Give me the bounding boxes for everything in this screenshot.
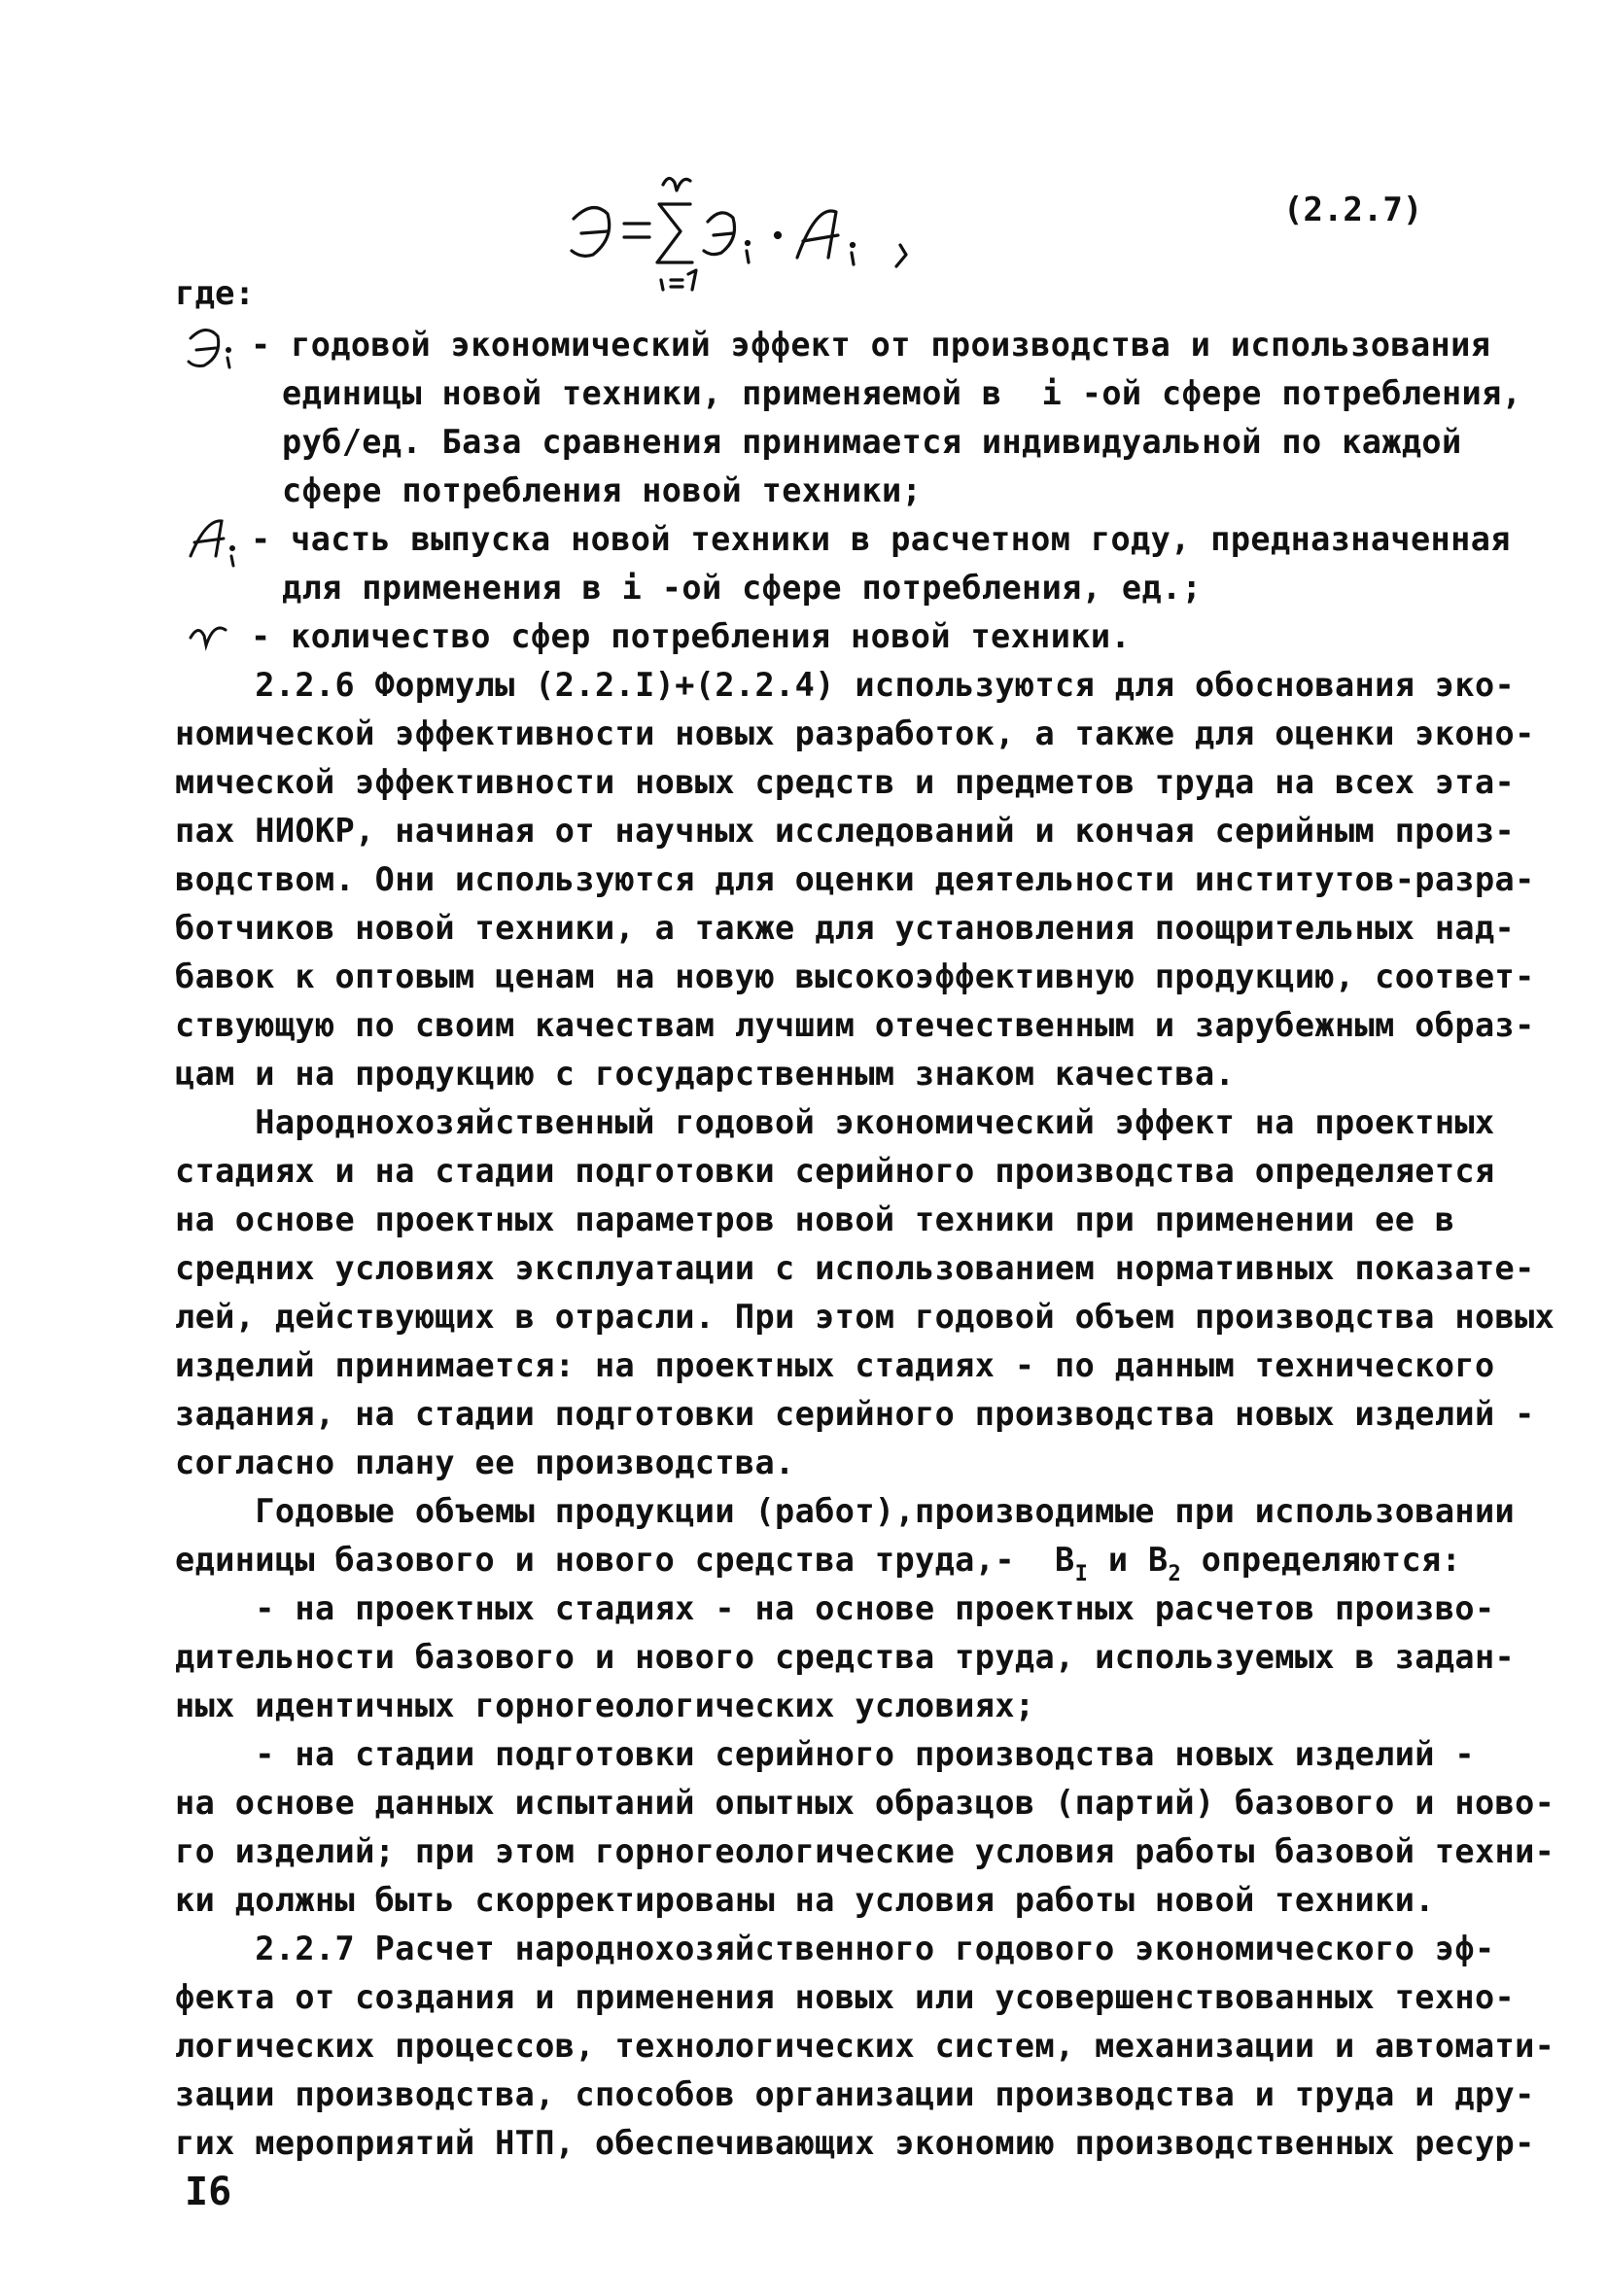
definition-e-i-line-1: - годовой экономический эффект от производства и использования: [251, 326, 1491, 364]
body-line: го изделий; при этом горногеологические условия работы базовой техни-: [175, 1832, 1555, 1870]
body-line: средних условиях эксплуатации с использованием нормативных показате-: [175, 1249, 1535, 1287]
body-line: ки должны быть скорректированы на условия работы новой техники.: [175, 1881, 1435, 1919]
definition-n-line-1: - количество сфер потребления новой техники.: [251, 617, 1132, 655]
body-line: номической эффективности новых разработок, а также для оценки эконо-: [175, 714, 1535, 752]
body-line: - на стадии подготовки серийного производства новых изделий -: [175, 1735, 1475, 1773]
body-line: пах НИОКР, начиная от научных исследований и кончая серийным произ-: [175, 812, 1516, 850]
where-label: где:: [175, 274, 255, 313]
formula-2-2-7: [554, 165, 962, 292]
equation-number: (2.2.7): [1283, 191, 1423, 229]
body-line: лей, действующих в отрасли. При этом годовой объем производства новых: [175, 1298, 1555, 1336]
body-line: стадиях и на стадии подготовки серийного производства определяется: [175, 1152, 1495, 1190]
body-line: логических процессов, технологических систем, механизации и автомати-: [175, 2027, 1555, 2065]
body-line-b-values: единицы базового и нового средства труда,- $B_I$ и $B_2$ определяются:: [175, 1541, 1462, 1586]
definition-a-i-line-1: - часть выпуска новой техники в расчетном году, предназначенная: [251, 520, 1511, 558]
body-line: бавок к оптовым ценам на новую высокоэффективную продукцию, соответ-: [175, 957, 1535, 995]
body-line: изделий принимается: на проектных стадиях - по данным технического: [175, 1346, 1495, 1384]
body-line: 2.2.7 Расчет народнохозяйственного годового экономического эф-: [175, 1930, 1495, 1967]
body-line: на основе проектных параметров новой техники при применении ее в: [175, 1200, 1455, 1238]
definition-e-i-line-3: руб/ед. База сравнения принимается индивидуальной по каждой: [282, 423, 1462, 461]
definition-e-i-line-4: сфере потребления новой техники;: [282, 471, 923, 509]
body-line: задания, на стадии подготовки серийного производства новых изделий -: [175, 1395, 1535, 1433]
page-number: I6: [185, 2170, 232, 2214]
formula-handwritten: [554, 165, 962, 292]
body-line: зации производства, способов организации производства и труда и дру-: [175, 2075, 1535, 2113]
body-line: дительности базового и нового средства труда, используемых в задан-: [175, 1638, 1516, 1676]
body-line: ствующую по своим качествам лучшим отечественным и зарубежным образ-: [175, 1006, 1535, 1044]
body-line: фекта от создания и применения новых или усовершенствованных техно-: [175, 1978, 1516, 2016]
body-line: ных идентичных горногеологических условиях;: [175, 1687, 1035, 1724]
definition-a-i-line-2: для применения в i -ой сфере потребления, ед.;: [282, 569, 1203, 607]
body-line: цам и на продукцию с государственным знаком качества.: [175, 1055, 1236, 1093]
body-line: - на проектных стадиях - на основе проектных расчетов произво-: [175, 1589, 1495, 1627]
body-line: Народнохозяйственный годовой экономический эффект на проектных: [175, 1103, 1495, 1141]
body-line: гих мероприятий НТП, обеспечивающих экономию производственных ресур-: [175, 2124, 1535, 2162]
body-line: ботчиков новой техники, а также для установления поощрительных над-: [175, 909, 1516, 947]
body-line: Годовые объемы продукции (работ),производимые при использовании: [175, 1492, 1516, 1530]
body-line: 2.2.6 Формулы (2.2.I)+(2.2.4) используются для обоснования эко-: [175, 666, 1516, 704]
body-line: водством. Они используются для оценки деятельности институтов-разра-: [175, 860, 1535, 898]
body-line: мической эффективности новых средств и предметов труда на всех эта-: [175, 763, 1516, 801]
definition-e-i-line-2: единицы новой техники, применяемой в i -ой сфере потребления,: [282, 374, 1522, 412]
body-line: согласно плану ее производства.: [175, 1444, 795, 1481]
body-line: на основе данных испытаний опытных образцов (партий) базового и ново-: [175, 1784, 1555, 1822]
